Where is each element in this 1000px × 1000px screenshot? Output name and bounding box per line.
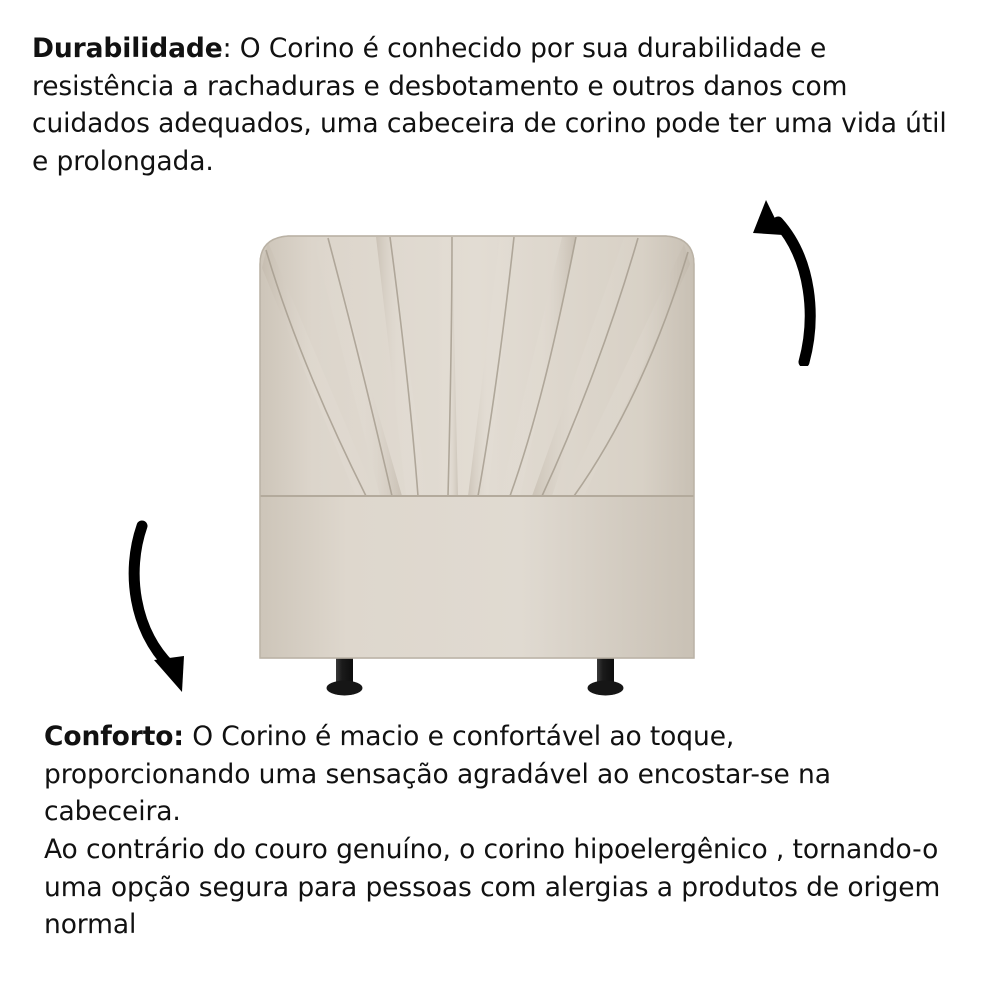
arrow-down-icon bbox=[128, 520, 218, 700]
curved-arrow-down bbox=[128, 520, 218, 700]
durability-label: Durabilidade bbox=[32, 33, 223, 64]
comfort-paragraph-1 bbox=[44, 718, 944, 831]
arrow-up-icon bbox=[742, 186, 822, 366]
comfort-paragraph-2: Ao contrário do couro genuíno, o corino hipoelergênico , tornando-o uma opção segura para pessoas com alergias a produtos de origem normal bbox=[44, 833, 941, 941]
durability-paragraph bbox=[32, 30, 952, 181]
product-image bbox=[252, 228, 702, 698]
durability-text-block bbox=[32, 30, 952, 181]
comfort-label: Conforto: bbox=[44, 721, 184, 752]
durability-body: : O Corino é conhecido por sua durabilidade e resistência a rachaduras e desbotamento e outros danos com cuidados adequados, uma cabeceira de corino pode ter uma vida útil e prolongada. bbox=[32, 33, 947, 177]
curved-arrow-up bbox=[742, 186, 822, 366]
headboard-illustration bbox=[252, 228, 702, 698]
comfort-text-block bbox=[44, 718, 944, 944]
headboard-body bbox=[260, 236, 694, 658]
comfort-body: O Corino é macio e confortável ao toque, proporcionando uma sensação agradável ao encostar-se na cabeceira. bbox=[44, 721, 831, 828]
